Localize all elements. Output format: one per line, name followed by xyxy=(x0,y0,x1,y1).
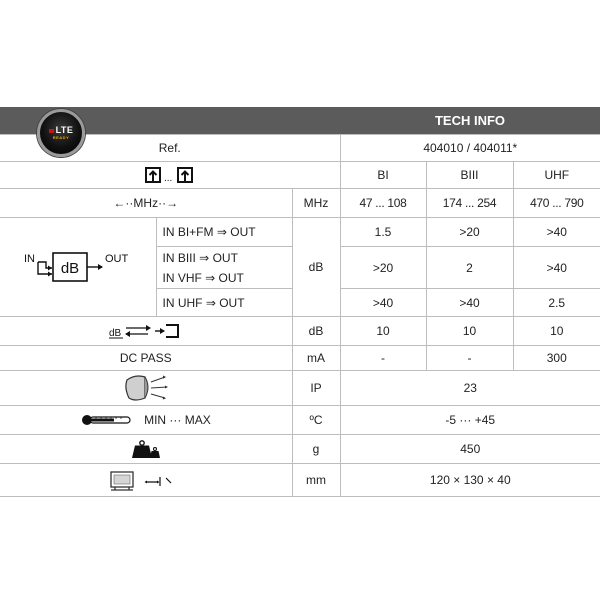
band-uhf: UHF xyxy=(513,162,600,189)
row-frequency xyxy=(0,189,600,218)
return-loss-bi: 10 xyxy=(340,317,426,346)
return-loss-icon xyxy=(108,321,184,341)
path-label-3: IN UHF ⇒ OUT xyxy=(156,289,292,317)
temperature-value: -5 ··· +45 xyxy=(340,406,600,435)
dimensions-value: 120 × 130 × 40 xyxy=(340,464,600,497)
band-bi: BI xyxy=(340,162,426,189)
dc-pass-uhf: 300 xyxy=(513,346,600,371)
freq-unit: MHz xyxy=(292,189,340,218)
row-bands xyxy=(0,162,600,189)
header-bar xyxy=(0,107,600,140)
amp-db-label: dB xyxy=(60,260,80,277)
ip-value: 23 xyxy=(340,371,600,406)
dimensions-unit: mm xyxy=(292,464,340,497)
input-ports-icon-cell xyxy=(0,162,340,189)
band-biii: BIII xyxy=(426,162,513,189)
temperature-cell xyxy=(0,406,292,435)
return-loss-biii: 10 xyxy=(426,317,513,346)
svg-text:...: ... xyxy=(163,173,173,184)
gain-2-biii: 2 xyxy=(426,247,513,289)
dimensions-icon-cell xyxy=(0,464,292,497)
row-dc-pass xyxy=(0,346,600,371)
gain-2-bi: >20 xyxy=(340,247,426,289)
path-label-2a: IN BIII ⇒ OUT xyxy=(162,250,238,265)
temperature-label: MIN ··· MAX xyxy=(144,412,211,427)
ip-icon-cell xyxy=(0,371,292,406)
gain-1-biii: >20 xyxy=(426,218,513,247)
amplifier-diagram-cell xyxy=(0,218,156,317)
gain-1-uhf: >40 xyxy=(513,218,600,247)
dc-pass-unit: mA xyxy=(292,346,340,371)
row-ref xyxy=(0,135,600,162)
ref-value: 404010 / 404011* xyxy=(340,135,600,162)
dc-pass-bi: - xyxy=(340,346,426,371)
row-gain-1 xyxy=(0,218,600,247)
freq-biii: 174 ... 254 xyxy=(426,189,513,218)
return-loss-uhf: 10 xyxy=(513,317,600,346)
dc-pass-label: DC PASS xyxy=(0,346,292,371)
tech-info-sheet xyxy=(0,107,600,497)
freq-uhf: 470 ... 790 xyxy=(513,189,600,218)
row-ip xyxy=(0,371,600,406)
return-loss-icon-cell xyxy=(0,317,292,346)
gain-2-uhf: >40 xyxy=(513,247,600,289)
splash-shield-icon xyxy=(121,372,171,404)
gain-3-bi: >40 xyxy=(340,289,426,317)
gain-3-uhf: 2.5 xyxy=(513,289,600,317)
weight-icon-cell xyxy=(0,435,292,464)
row-return-loss xyxy=(0,317,600,346)
row-temperature xyxy=(0,406,600,435)
lte-ready-logo: LTE READY xyxy=(37,109,85,157)
page-title: TECH INFO xyxy=(434,113,506,128)
gain-1-bi: 1.5 xyxy=(340,218,426,247)
dc-pass-biii: - xyxy=(426,346,513,371)
row-weight xyxy=(0,435,600,464)
amplifier-block-icon xyxy=(0,220,156,314)
return-loss-db-text: dB xyxy=(108,328,121,339)
dimensions-icon xyxy=(107,468,185,492)
ip-unit: IP xyxy=(292,371,340,406)
weight-unit: g xyxy=(292,435,340,464)
ref-label: Ref. xyxy=(0,135,340,162)
path-label-2 xyxy=(156,247,292,289)
amplifier-diagram xyxy=(0,220,156,314)
weight-value: 450 xyxy=(340,435,600,464)
input-ports-icon xyxy=(145,165,195,185)
row-dimensions xyxy=(0,464,600,497)
path-label-1: IN BI+FM ⇒ OUT xyxy=(156,218,292,247)
amp-out-label: OUT xyxy=(105,253,129,265)
path-label-2b: IN VHF ⇒ OUT xyxy=(162,270,244,285)
gain-3-biii: >40 xyxy=(426,289,513,317)
temperature-unit: ºC xyxy=(292,406,340,435)
amp-in-label: IN xyxy=(24,253,35,265)
freq-bi: 47 ... 108 xyxy=(340,189,426,218)
spec-table xyxy=(0,134,600,497)
gain-unit: dB xyxy=(292,218,340,317)
return-loss-unit: dB xyxy=(292,317,340,346)
thermometer-icon xyxy=(81,413,133,427)
weights-icon xyxy=(131,439,161,459)
freq-range-label: ←··MHz··→ xyxy=(0,189,292,218)
